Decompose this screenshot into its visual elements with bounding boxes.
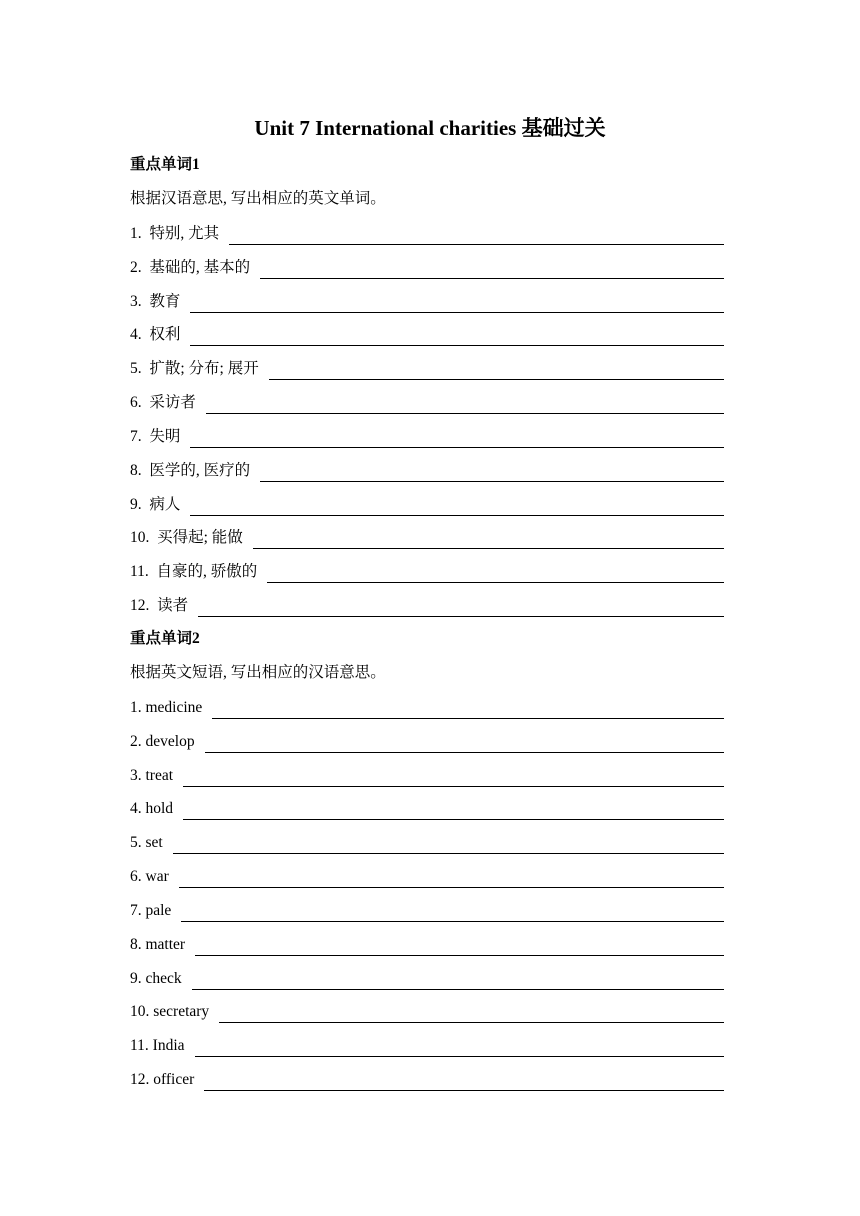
answer-blank[interactable] xyxy=(198,597,724,617)
section2-item-7 xyxy=(130,900,724,922)
answer-blank[interactable] xyxy=(195,936,724,956)
section2-item-4 xyxy=(130,798,724,820)
section1-item-2 xyxy=(130,257,724,279)
item-label: 5. set xyxy=(130,834,163,851)
item-label: 12. officer xyxy=(130,1071,195,1088)
answer-blank[interactable] xyxy=(206,394,724,414)
item-label: 2. 基础的, 基本的 xyxy=(130,259,251,276)
section2-item-2 xyxy=(130,731,724,753)
answer-blank[interactable] xyxy=(204,1071,724,1091)
section1-item-4 xyxy=(130,324,724,346)
item-label: 5. 扩散; 分布; 展开 xyxy=(130,360,259,377)
item-label: 1. 特别, 尤其 xyxy=(130,225,220,242)
section2-item-3 xyxy=(130,765,724,787)
item-label: 8. 医学的, 医疗的 xyxy=(130,462,251,479)
answer-blank[interactable] xyxy=(260,259,724,279)
item-label: 2. develop xyxy=(130,733,195,750)
answer-blank[interactable] xyxy=(190,496,724,516)
item-label: 3. treat xyxy=(130,767,174,784)
item-label: 12. 读者 xyxy=(130,597,189,614)
answer-blank[interactable] xyxy=(219,1003,724,1023)
section1-item-1 xyxy=(130,223,724,245)
section2-item-10 xyxy=(130,1001,724,1023)
section2-item-5 xyxy=(130,832,724,854)
answer-blank[interactable] xyxy=(269,360,724,380)
section1-item-3 xyxy=(130,291,724,313)
answer-blank[interactable] xyxy=(181,902,724,922)
section1-item-8 xyxy=(130,460,724,482)
item-label: 11. 自豪的, 骄傲的 xyxy=(130,563,258,580)
item-label: 6. war xyxy=(130,868,169,885)
answer-blank[interactable] xyxy=(183,767,724,787)
section1-item-9 xyxy=(130,494,724,516)
answer-blank[interactable] xyxy=(190,326,724,346)
item-label: 7. pale xyxy=(130,902,172,919)
item-label: 8. matter xyxy=(130,936,186,953)
section1-item-7 xyxy=(130,426,724,448)
section2-heading: 重点单词2 xyxy=(130,630,200,647)
section2-item-11 xyxy=(130,1035,724,1057)
section1-instruction: 根据汉语意思, 写出相应的英文单词。 xyxy=(130,190,386,207)
item-label: 9. 病人 xyxy=(130,496,181,513)
section1-item-12 xyxy=(130,595,724,617)
section2-item-6 xyxy=(130,866,724,888)
answer-blank[interactable] xyxy=(253,529,724,549)
answer-blank[interactable] xyxy=(229,225,724,245)
item-label: 11. India xyxy=(130,1037,185,1054)
section1-item-6 xyxy=(130,392,724,414)
section2-item-9 xyxy=(130,968,724,990)
item-label: 4. 权利 xyxy=(130,326,181,343)
item-label: 10. secretary xyxy=(130,1003,210,1020)
answer-blank[interactable] xyxy=(205,733,724,753)
answer-blank[interactable] xyxy=(179,868,724,888)
section1-item-5 xyxy=(130,358,724,380)
item-label: 3. 教育 xyxy=(130,293,181,310)
section2-item-8 xyxy=(130,934,724,956)
item-label: 1. medicine xyxy=(130,699,203,716)
section1-heading: 重点单词1 xyxy=(130,156,200,173)
item-label: 6. 采访者 xyxy=(130,394,196,411)
answer-blank[interactable] xyxy=(212,699,724,719)
answer-blank[interactable] xyxy=(183,800,724,820)
section2-item-1 xyxy=(130,697,724,719)
item-label: 7. 失明 xyxy=(130,428,181,445)
answer-blank[interactable] xyxy=(190,293,724,313)
section1-item-10 xyxy=(130,527,724,549)
section1-item-11 xyxy=(130,561,724,583)
answer-blank[interactable] xyxy=(267,563,724,583)
section2-instruction: 根据英文短语, 写出相应的汉语意思。 xyxy=(130,664,386,681)
answer-blank[interactable] xyxy=(190,428,724,448)
item-label: 4. hold xyxy=(130,800,174,817)
answer-blank[interactable] xyxy=(173,834,724,854)
answer-blank[interactable] xyxy=(192,970,724,990)
section2-item-12 xyxy=(130,1069,724,1091)
item-label: 9. check xyxy=(130,970,182,987)
page-title: Unit 7 International charities 基础过关 xyxy=(254,116,606,140)
answer-blank[interactable] xyxy=(260,462,724,482)
item-label: 10. 买得起; 能做 xyxy=(130,529,243,546)
answer-blank[interactable] xyxy=(195,1037,724,1057)
